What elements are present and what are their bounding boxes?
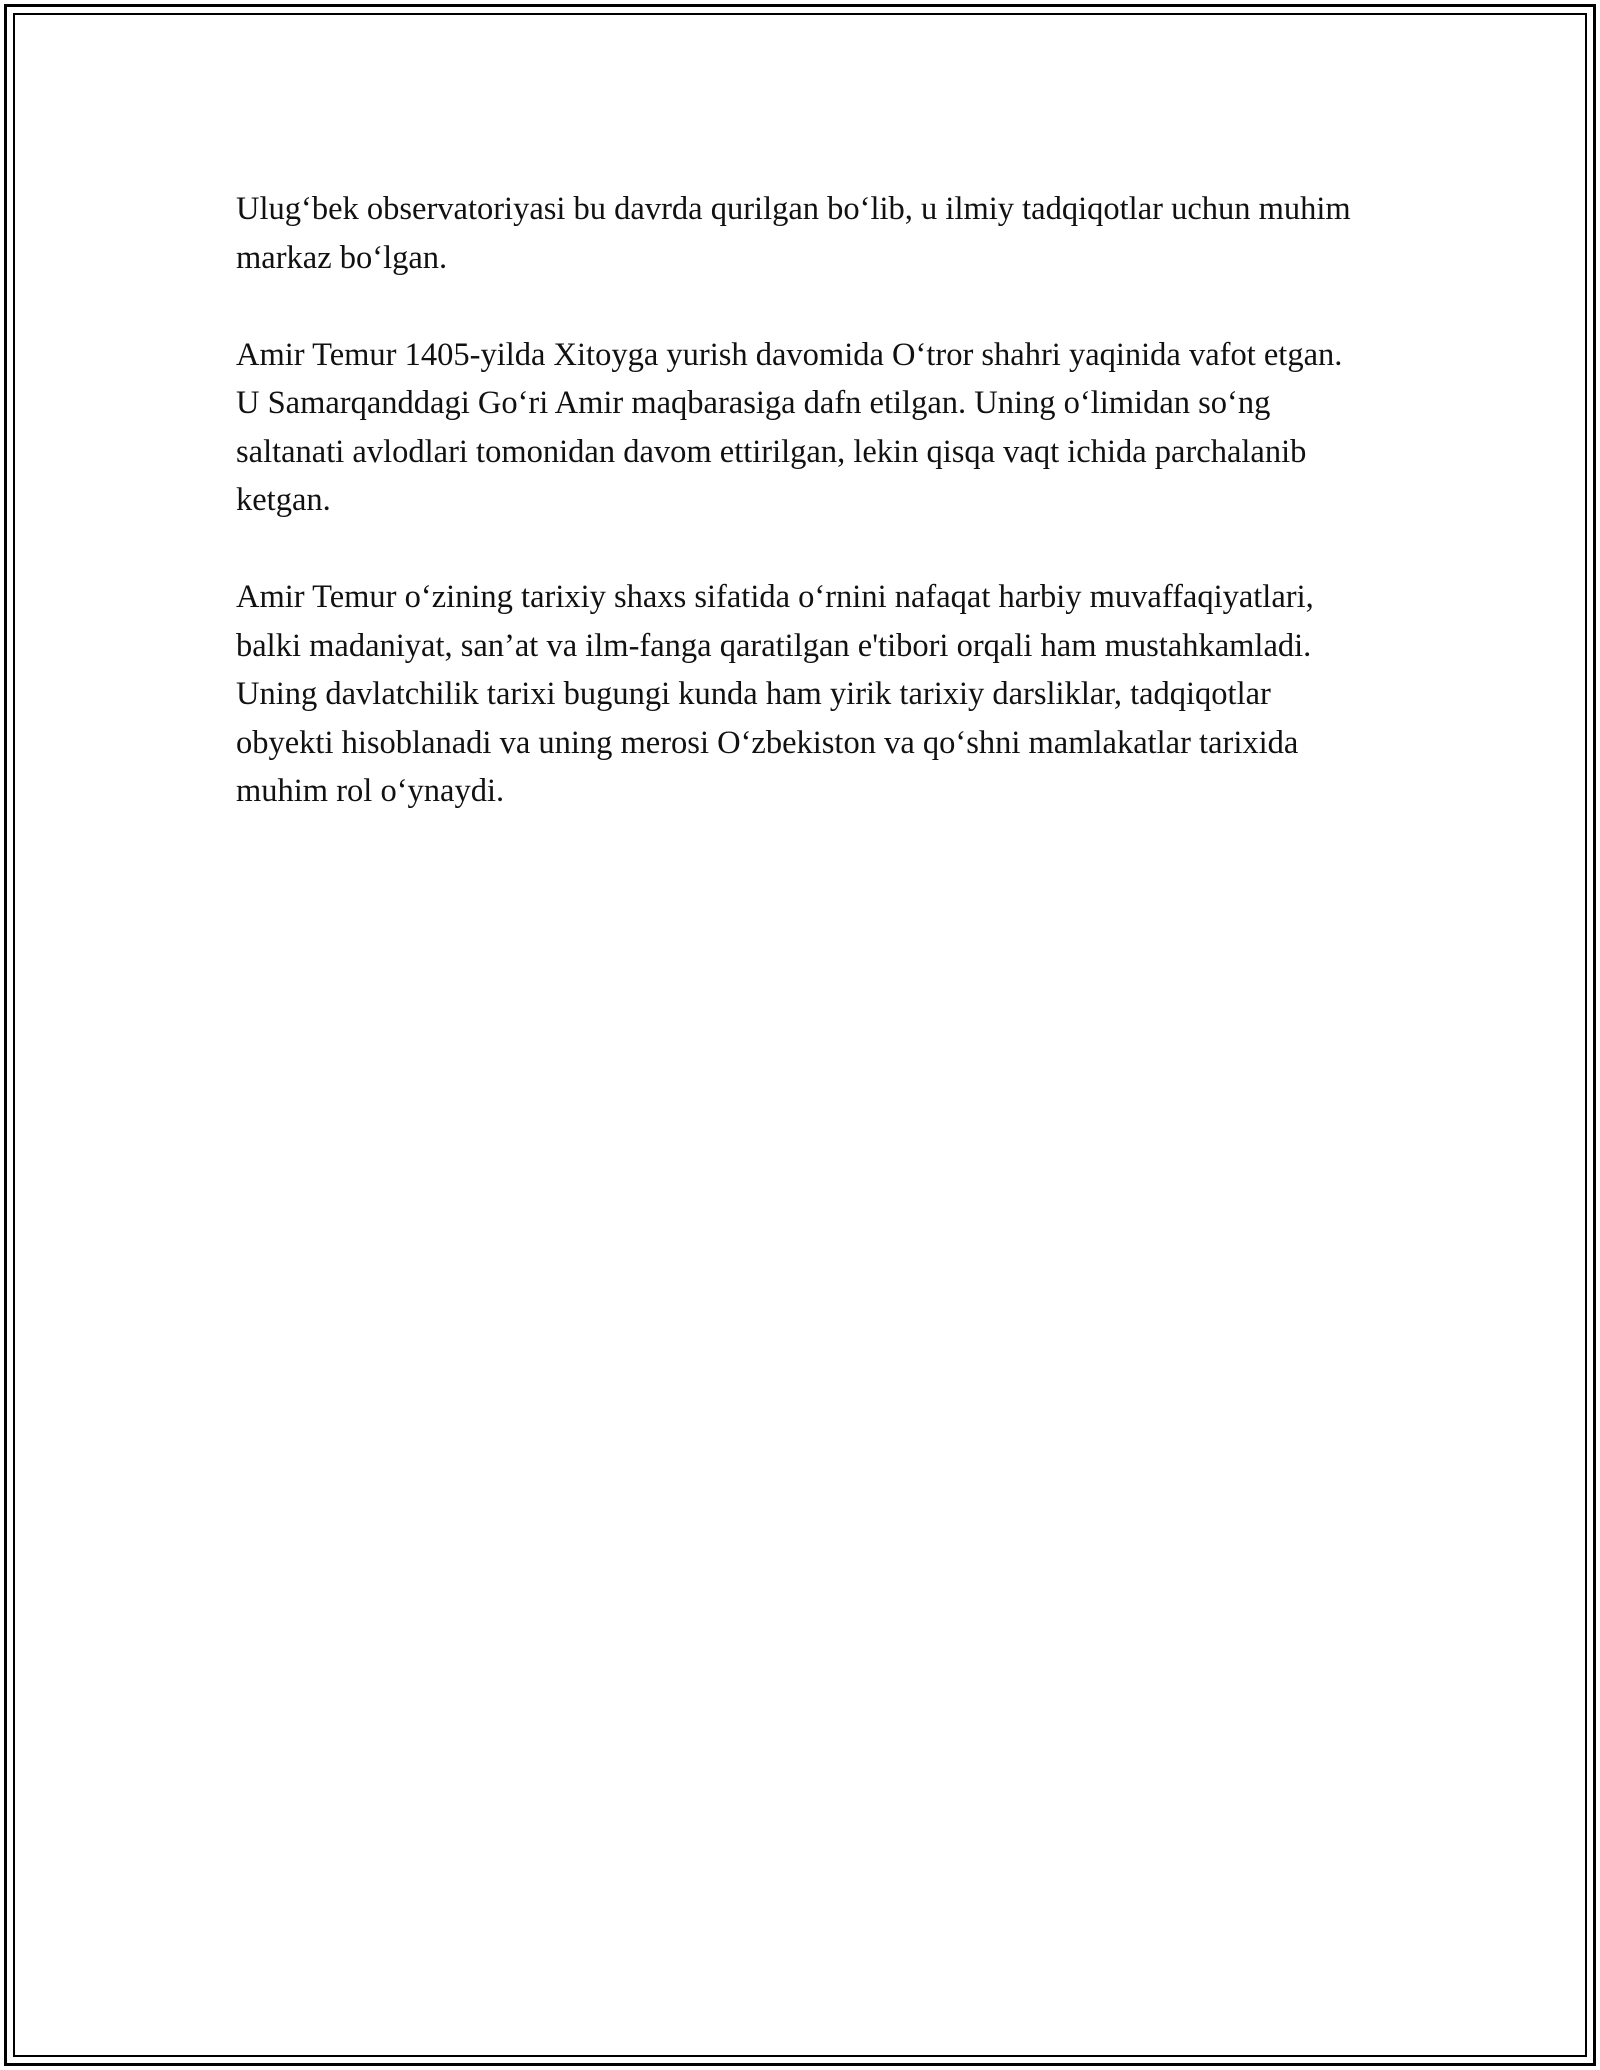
paragraph-legacy: Amir Temur o‘zining tarixiy shaxs sifatida o‘rnini nafaqat harbiy muvaffaqiyatlari, balki madaniyat, san’at va ilm-fanga qaratilgan e'tibori orqali ham mustahkamladi. Uning davlatchilik tarixi bugungi kunda ham yirik tarixiy darsliklar, tadqiqotlar obyekti hisoblanadi va uning merosi O‘zbekiston va qo‘shni mamlakatlar tarixida muhim rol o‘ynaydi. [236,579,1314,809]
paragraph-death-of-amir-temur: Amir Temur 1405-yilda Xitoyga yurish davomida O‘tror shahri yaqinida vafot etgan. U Samarqanddagi Go‘ri Amir maqbarasiga dafn etilgan. Uning o‘limidan so‘ng saltanati avlodlari tomonidan davom ettirilgan, lekin qisqa vaqt ichida parchalanib ketgan. [236,336,1343,518]
document-body [236,185,1356,864]
paragraph-observatory: Ulug‘bek observatoriyasi bu davrda qurilgan bo‘lib, u ilmiy tadqiqotlar uchun muhim markaz bo‘lgan. [236,191,1351,276]
